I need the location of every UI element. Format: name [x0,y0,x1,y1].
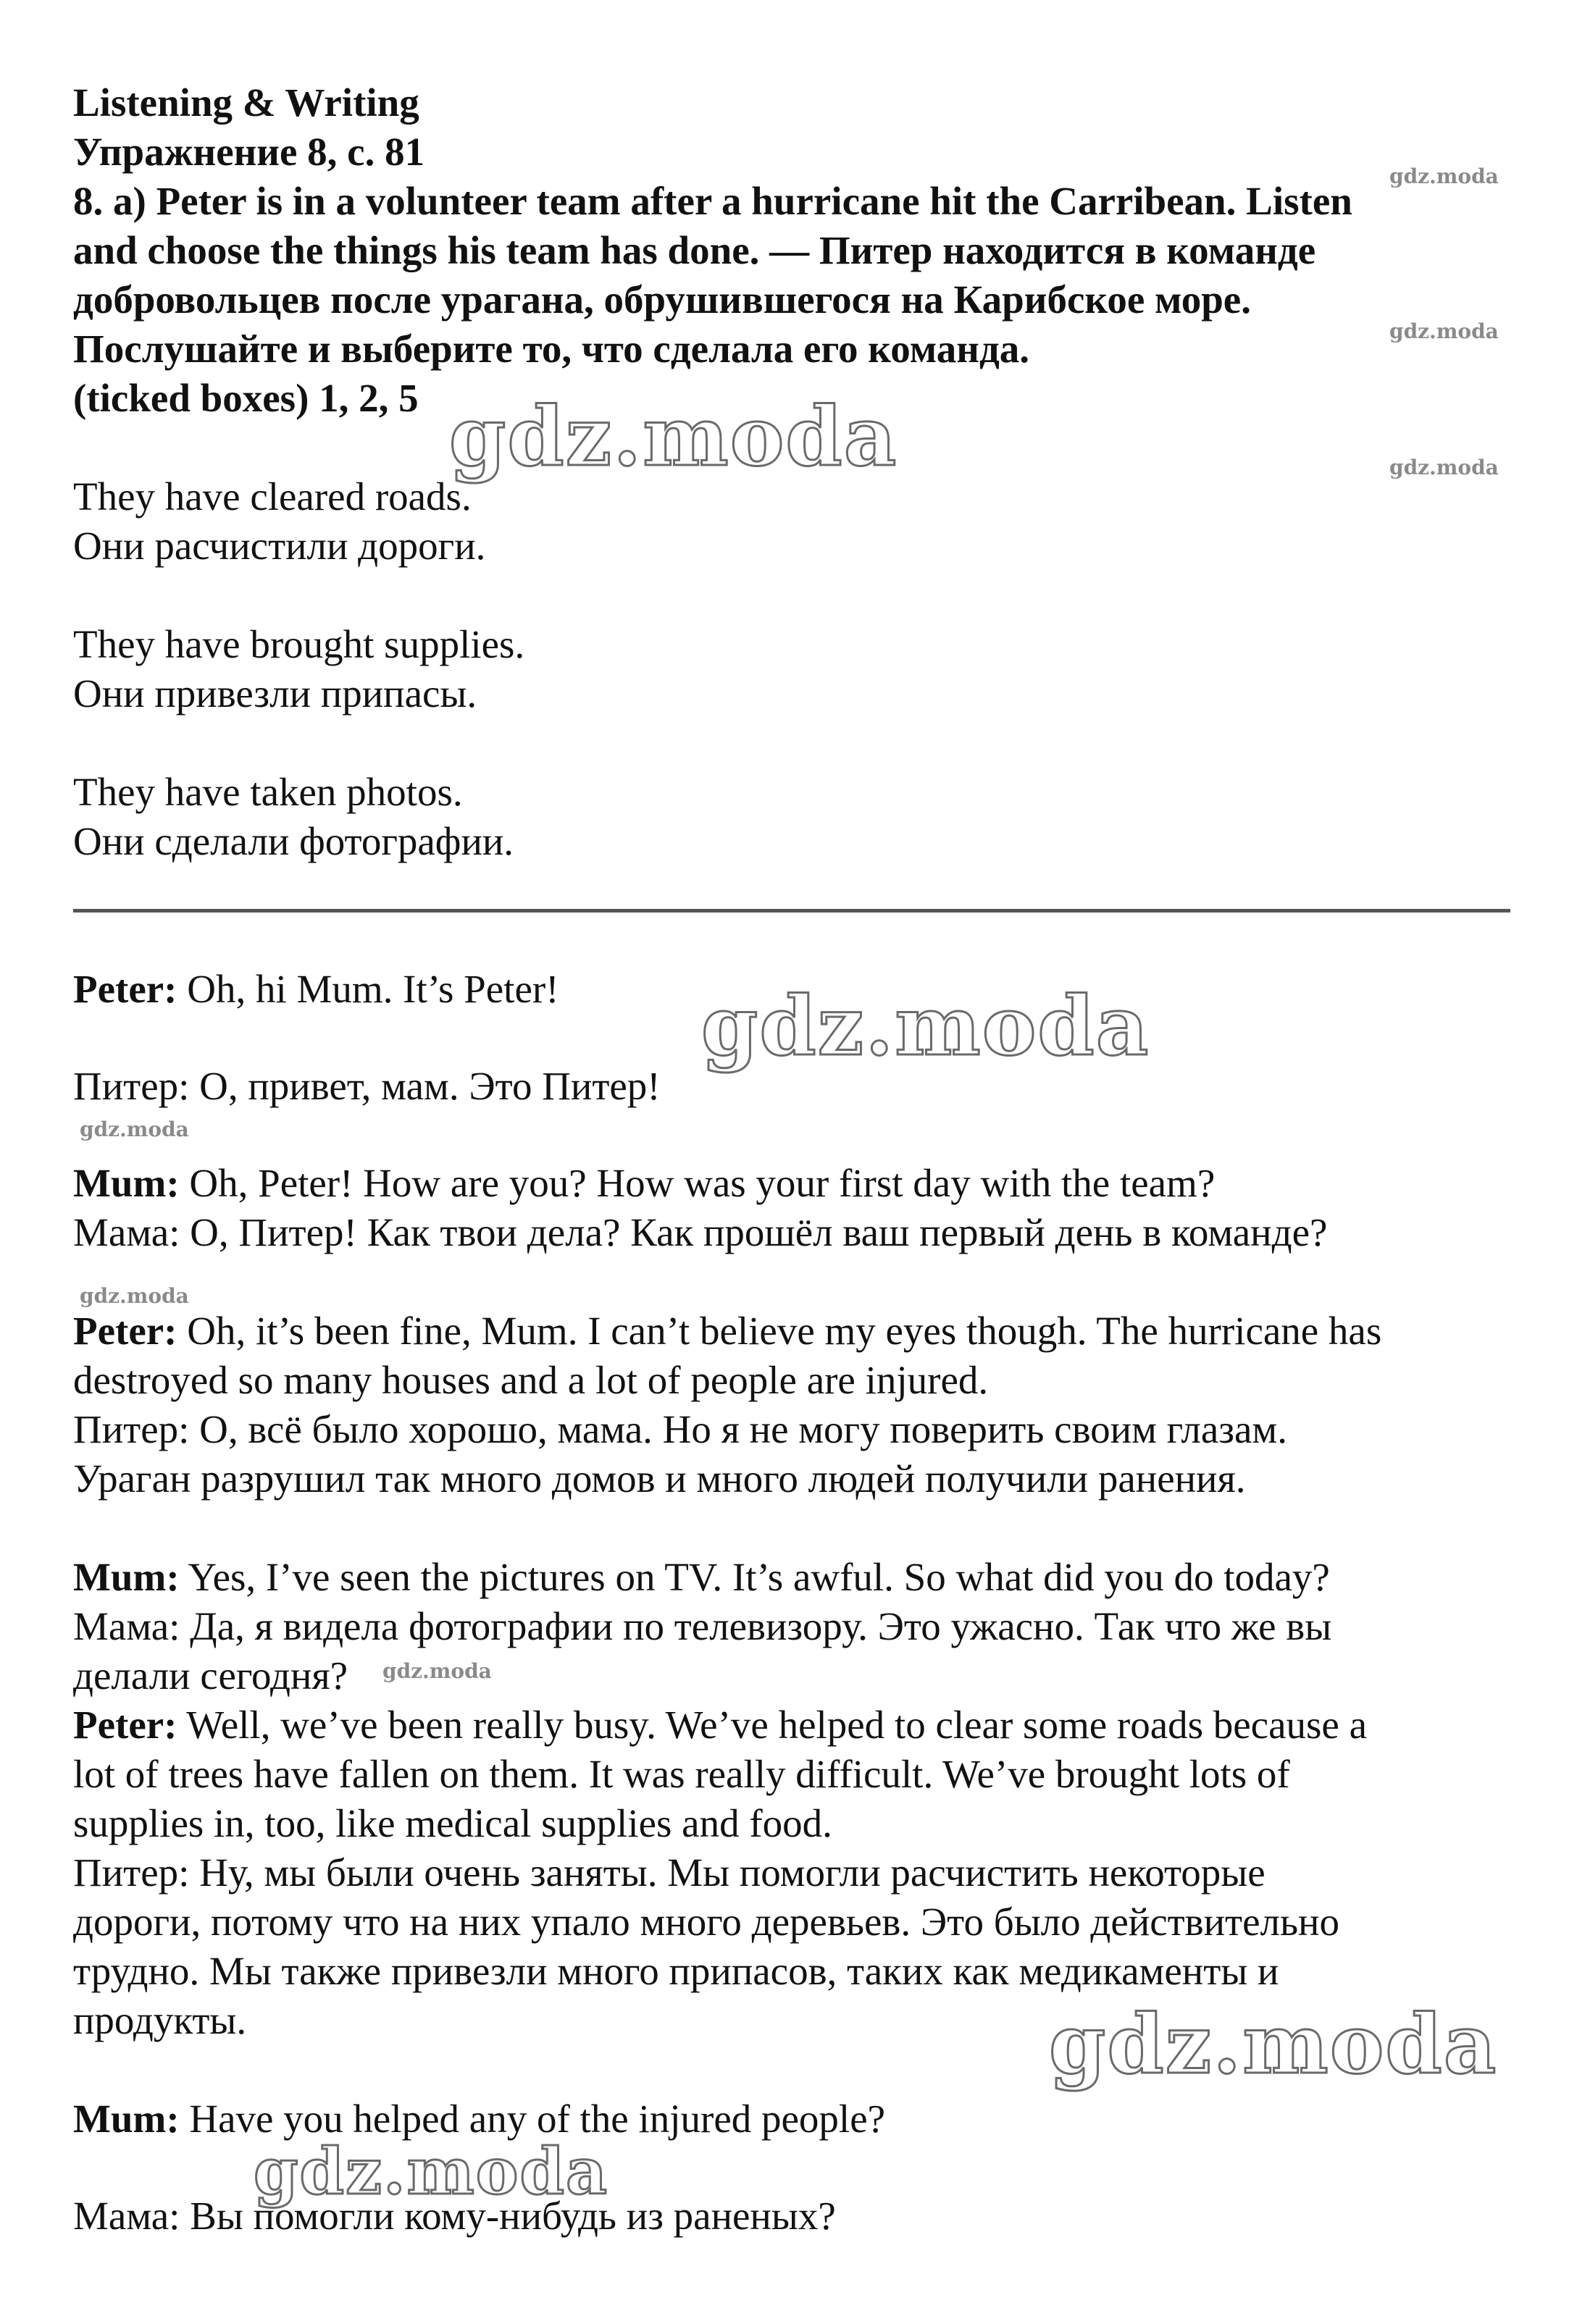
dialog-turn-peter-3 [73,1700,1515,2045]
speaker-name: Peter: [73,1703,177,1747]
watermark-large: gdz.moda [701,979,1150,1074]
utterance-en: lot of trees have fallen on them. It was really difficult. We’ve brought lots of [73,1752,1290,1796]
utterance-ru: Ураган разрушил так много домов и много людей получили ранения. [73,1456,1246,1501]
answer-item-2 [73,620,524,718]
exercise-reference: Упражнение 8, с. 81 [73,130,425,174]
utterance-ru: Питер: О, всё было хорошо, мама. Но я не могу поверить своим глазам. [73,1407,1287,1451]
dialog-turn-mum-2 [73,1553,1515,1700]
answer-item-3 [73,768,514,866]
answer-ru: Они привезли припасы. [73,671,477,716]
utterance-en: Have you helped any of the injured people? [179,2097,886,2141]
answer-item-1 [73,472,485,571]
dialog-turn-mum-1 [73,1159,1515,1257]
utterance-ru: Питер: Ну, мы были очень заняты. Мы помогли расчистить некоторые [73,1850,1266,1895]
exercise-header [73,78,1507,423]
utterance-en: supplies in, too, like medical supplies and food. [73,1801,832,1845]
watermark-large: gdz.moda [449,390,898,484]
answer-ru: Они сделали фотографии. [73,819,514,863]
utterance-ru: трудно. Мы также привезли много припасов, таких как медикаменты и [73,1949,1279,1993]
answer-key: (ticked boxes) 1, 2, 5 [73,376,419,420]
utterance-en: Yes, I’ve seen the pictures on TV. It’s awful. So what did you do today? [179,1555,1330,1599]
utterance-ru: делали сегодня? [73,1653,348,1698]
section-title: Listening & Writing [73,80,419,125]
dialog-turn-peter-2 [73,1306,1515,1503]
dialog-en-line [73,1553,1515,1602]
speaker-name: Mum: [73,1555,180,1599]
dialog-en-line [73,1159,1515,1208]
speaker-name: Mum: [73,2097,180,2141]
answer-en: They have cleared roads. [73,474,472,519]
watermark-small: gdz.moda [1389,164,1499,188]
task-line: and choose the things his team has done. — Питер находится в команде [73,228,1316,272]
utterance-en: Oh, hi Mum. It’s Peter! [177,967,559,1011]
watermark-large: gdz.moda [254,2134,609,2209]
answer-en: They have brought supplies. [73,622,525,666]
utterance-ru: Питер: О, привет, мам. Это Питер! [73,1064,661,1108]
utterance-ru: продукты. [73,1998,247,2042]
watermark-small: gdz.moda [80,1284,189,1308]
section-divider [73,909,1510,913]
utterance-ru: Мама: Вы помогли кому-нибудь из раненых? [73,2194,836,2238]
utterance-ru: дороги, потому что на них упало много деревьев. Это было действительно [73,1900,1339,1944]
utterance-en: Oh, Peter! How are you? How was your first day with the team? [179,1161,1216,1205]
utterance-ru: Мама: О, Питер! Как твои дела? Как прошёл ваш первый день в команде? [73,1210,1328,1254]
utterance-en: Well, we’ve been really busy. We’ve helped to clear some roads because a [177,1703,1367,1747]
task-line: добровольцев после урагана, обрушившегося на Карибское море. [73,277,1251,322]
answer-en: They have taken photos. [73,770,463,814]
task-line: 8. a) Peter is in a volunteer team after a hurricane hit the Carribean. Listen [73,179,1352,223]
utterance-en: Oh, it’s been fine, Mum. I can’t believe my eyes though. The hurricane has [177,1309,1382,1353]
speaker-name: Mum: [73,1161,180,1205]
dialog-en-line [73,1306,1515,1356]
watermark-large: gdz.moda [1049,1997,1498,2092]
speaker-name: Peter: [73,1309,177,1353]
speaker-name: Peter: [73,967,177,1011]
watermark-small: gdz.moda [382,1659,492,1683]
utterance-en: destroyed so many houses and a lot of people are injured. [73,1358,989,1402]
dialog-en-line [73,1700,1515,1750]
utterance-ru: Мама: Да, я видела фотографии по телевизору. Это ужасно. Так что же вы [73,1604,1332,1648]
task-line: Послушайте и выберите то, что сделала его команда. [73,327,1030,371]
watermark-small: gdz.moda [1389,319,1499,343]
answer-ru: Они расчистили дороги. [73,524,486,568]
watermark-small: gdz.moda [1389,456,1499,479]
watermark-small: gdz.moda [80,1117,189,1141]
